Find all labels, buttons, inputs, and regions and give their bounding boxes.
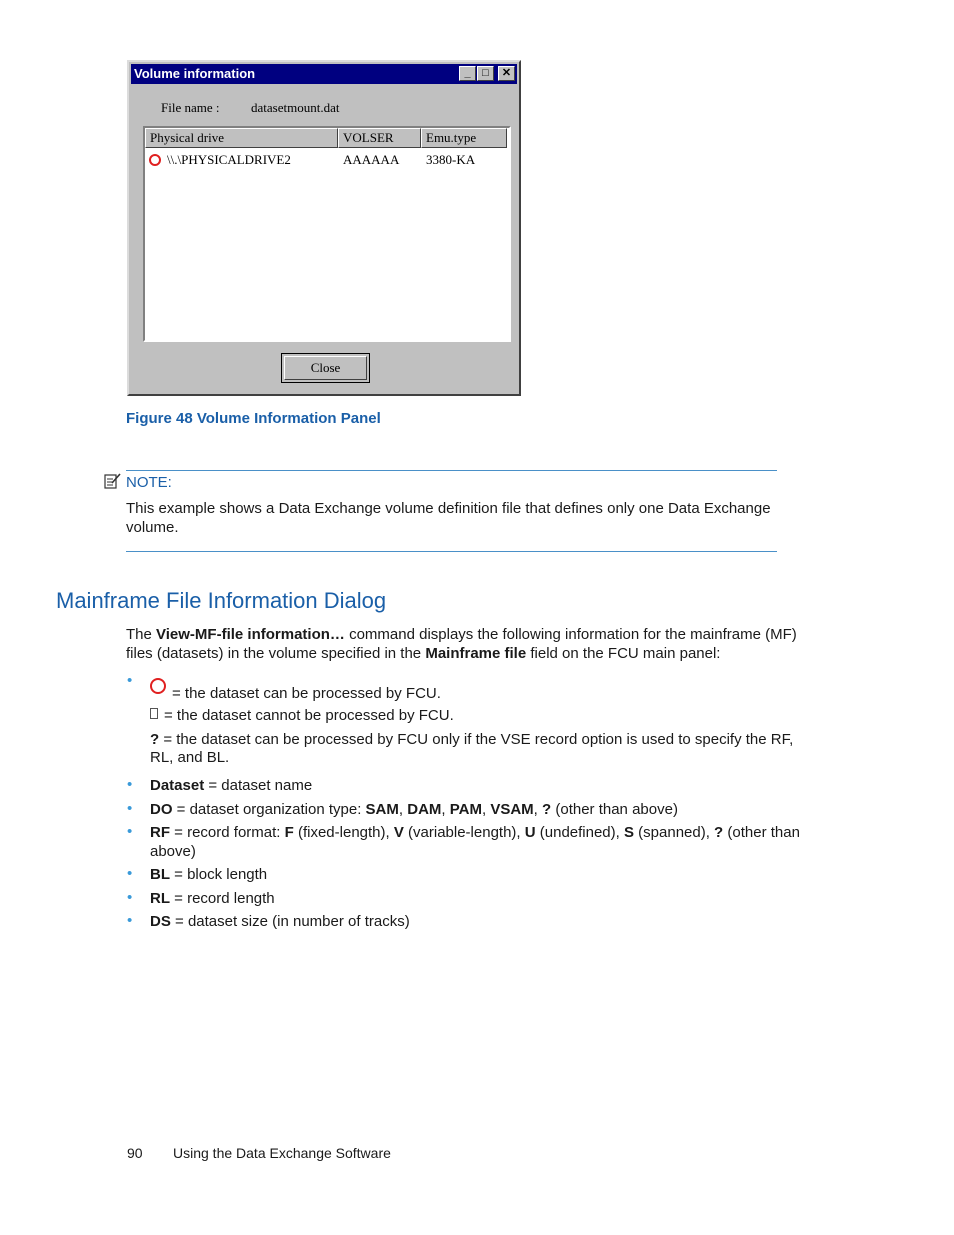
separator: , xyxy=(533,801,543,818)
definition: = dataset size (in number of tracks) xyxy=(170,913,410,930)
definition: = dataset organization type: xyxy=(172,801,366,818)
value: DAM xyxy=(407,801,442,818)
value: V xyxy=(393,824,404,841)
file-name-row xyxy=(161,100,340,116)
footer-title: Using the Data Exchange Software xyxy=(173,1145,391,1161)
value: SAM xyxy=(365,801,399,818)
definition: = block length xyxy=(170,866,268,883)
list-item[interactable] xyxy=(145,152,509,170)
column-header-physical-drive[interactable]: Physical drive xyxy=(145,128,338,148)
term: Dataset xyxy=(150,777,205,794)
volser-cell: AAAAAA xyxy=(343,152,400,167)
bullet-marker: • xyxy=(127,823,133,840)
status-ok-line xyxy=(150,678,441,703)
column-header-emu-type[interactable]: Emu.type xyxy=(421,128,507,148)
note-icon xyxy=(104,473,121,489)
term: BL xyxy=(150,866,170,883)
status-q-text: = the dataset can be processed by FCU only if the VSE record option is used to specify the RF, xyxy=(159,731,794,748)
file-name-value: datasetmount.dat xyxy=(251,100,340,115)
close-button[interactable] xyxy=(281,353,370,383)
note-top-rule xyxy=(126,470,777,471)
file-name-label: File name : xyxy=(161,100,220,115)
value: U xyxy=(524,824,536,841)
note-label: NOTE: xyxy=(126,474,172,491)
command-name: View-MF-file information… xyxy=(156,626,345,643)
value: VSAM xyxy=(490,801,534,818)
question-mark: ? xyxy=(150,731,160,748)
processable-circle-icon xyxy=(150,678,166,694)
separator: , xyxy=(398,801,408,818)
section-heading: Mainframe File Information Dialog xyxy=(56,588,387,613)
value-desc: (variable-length), xyxy=(403,824,525,841)
value: F xyxy=(284,824,294,841)
term: DO xyxy=(150,801,173,818)
bullet-marker: • xyxy=(127,889,133,906)
bullet-marker: • xyxy=(127,672,133,689)
term: DS xyxy=(150,913,171,930)
status-ok-text: = the dataset can be processed by FCU. xyxy=(172,685,441,702)
column-header-volser[interactable]: VOLSER xyxy=(338,128,421,148)
dataset-item xyxy=(150,776,312,795)
intro-paragraph xyxy=(126,625,806,663)
emu-type-cell: 3380-KA xyxy=(426,152,476,167)
value: PAM xyxy=(449,801,482,818)
bullet-marker: • xyxy=(127,776,133,793)
value-desc: (other than xyxy=(723,824,800,841)
physical-drive-cell: \\.\PHYSICALDRIVE2 xyxy=(167,152,291,167)
volume-information-window xyxy=(127,60,521,396)
term: RL xyxy=(150,890,170,907)
close-window-button[interactable]: ✕ xyxy=(498,66,515,81)
separator: , xyxy=(481,801,491,818)
bullet-marker: • xyxy=(127,912,133,929)
definition: = dataset name xyxy=(204,777,313,794)
window-titlebar xyxy=(131,64,517,84)
not-processable-square-icon xyxy=(150,708,158,719)
note-bottom-rule xyxy=(126,551,777,552)
figure-caption: Figure 48 Volume Information Panel xyxy=(126,410,381,427)
bullet-marker: • xyxy=(127,865,133,882)
page-number: 90 xyxy=(127,1145,143,1161)
term: RF xyxy=(150,824,170,841)
value-desc: (spanned), xyxy=(634,824,715,841)
bl-item xyxy=(150,865,267,884)
intro-text-2: command displays the following information for the mainframe (MF) files (datasets) in the volume specified in the xyxy=(126,626,797,662)
value: ? xyxy=(542,801,552,818)
close-button-label: Close xyxy=(284,356,367,380)
rf-item xyxy=(150,823,800,842)
status-ng-line xyxy=(150,706,454,725)
definition: = record format: xyxy=(170,824,285,841)
definition-tail: (other than above) xyxy=(551,801,678,818)
definition: = record length xyxy=(170,890,275,907)
value: S xyxy=(623,824,634,841)
bullet-marker: • xyxy=(127,800,133,817)
window-title: Volume information xyxy=(134,66,256,81)
status-q-line xyxy=(150,730,793,749)
field-name: Mainframe file xyxy=(425,645,527,662)
value: ? xyxy=(714,824,724,841)
status-q-line-2: RL, and BL. xyxy=(150,749,230,766)
volume-list[interactable] xyxy=(143,126,511,342)
processable-status-icon xyxy=(149,154,161,166)
maximize-button[interactable]: □ xyxy=(477,66,494,81)
value-desc: (undefined), xyxy=(535,824,624,841)
ds-item xyxy=(150,912,410,931)
do-item xyxy=(150,800,678,819)
note-text: This example shows a Data Exchange volume definition file that defines only one Data Exchange volume. xyxy=(126,500,771,536)
rl-item xyxy=(150,889,275,908)
intro-text-3: field on the FCU main panel: xyxy=(526,645,721,662)
rf-item-line-2: above) xyxy=(150,843,196,860)
intro-text-1: The xyxy=(126,626,157,643)
minimize-button[interactable]: _ xyxy=(459,66,476,81)
separator: , xyxy=(441,801,450,818)
value-desc: (fixed-length), xyxy=(293,824,394,841)
status-ng-text: = the dataset cannot be processed by FCU. xyxy=(164,707,454,724)
